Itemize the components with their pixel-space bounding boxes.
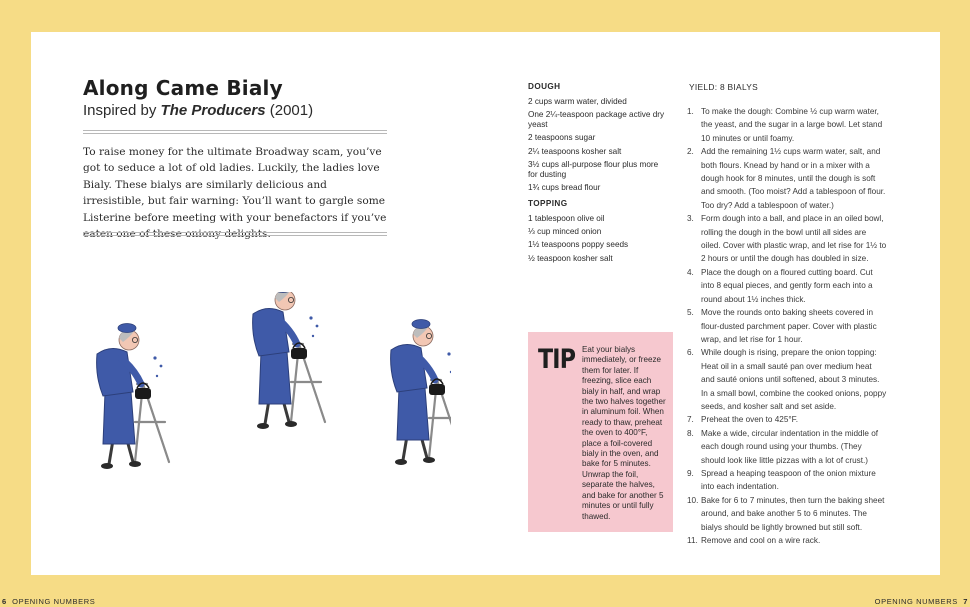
list-item: ½ teaspoon kosher salt xyxy=(528,253,613,263)
list-item: 3. Form dough into a ball, and place in an oiled bowl, rolling the dough in the bowl until all sides are oiled. Cover with plastic wrap, and let rise for 1½ to 2 hours or until the dough has doubled in size. xyxy=(687,214,887,264)
list-item: 6. While dough is rising, prepare the onion topping: Heat oil in a small sauté pan over medium heat and sauté onions until softened, about 3 minutes. In a small bowl, combine the cooked onions, poppy seeds, and kosher salt and set aside. xyxy=(687,348,887,411)
list-item: One 2¼-teaspoon package active dry yeast xyxy=(528,110,665,130)
lady-figure xyxy=(391,320,451,466)
divider-rule xyxy=(83,232,387,236)
divider-rule xyxy=(83,130,387,134)
list-item: 2 cups warm water, divided xyxy=(528,97,627,106)
list-item: 10. Bake for 6 to 7 minutes, then turn the baking sheet around, and bake another 5 to 6 minutes. The bialys should be lightly browned but still soft. xyxy=(687,495,885,532)
list-item: 9. Spread a heaping teaspoon of the onion mixture into each indentation. xyxy=(687,468,876,492)
recipe-subtitle xyxy=(83,102,313,119)
topping-heading: TOPPING xyxy=(528,198,568,208)
subtitle-film: The Producers xyxy=(160,102,266,119)
lady-figure xyxy=(97,324,169,470)
lady-figure xyxy=(253,292,325,429)
list-item: 1¾ cups bread flour xyxy=(528,182,601,192)
yield-label: YIELD: 8 BIALYS xyxy=(689,82,759,92)
list-item: 2 teaspoons sugar xyxy=(528,133,596,143)
footer-right-text: OPENING NUMBERS xyxy=(874,597,958,606)
page-number-right: 7 xyxy=(963,597,968,606)
list-item: 4. Place the dough on a floured cutting board. Cut into 8 equal pieces, and gently form each into a round about 1½ inches thick. xyxy=(687,267,873,304)
list-item: 1 tablespoon olive oil xyxy=(528,213,605,223)
dough-heading: DOUGH xyxy=(528,82,561,91)
dough-list xyxy=(528,97,668,193)
topping-list xyxy=(528,214,668,264)
tip-box xyxy=(528,332,673,532)
footer-left xyxy=(2,597,95,606)
ladies-with-walkers-illustration xyxy=(91,292,451,502)
list-item: 11. Remove and cool on a wire rack. xyxy=(687,536,821,545)
list-item: 7. Preheat the oven to 425°F. xyxy=(687,415,799,425)
list-item: 3½ cups all-purpose flour plus more for dusting xyxy=(528,159,659,179)
footer-left-text: OPENING NUMBERS xyxy=(12,597,96,606)
recipe-intro: To raise money for the ultimate Broadway scam, you’ve got to seduce a lot of old ladies. Luckily, the ladies love Bialy. These bialys are similarly delicious and irresistible, but fair warning: You’ll want to gargle some Listerine before meeting with your benefactors if you’ve eaten one of these oniony delights. xyxy=(83,146,387,241)
subtitle-prefix: Inspired by xyxy=(83,102,161,119)
tip-label: TIP xyxy=(538,344,576,375)
book-page xyxy=(31,32,940,575)
recipe-title: Along Came Bialy xyxy=(83,76,283,100)
page-number-left: 6 xyxy=(2,597,7,606)
ingredients-column xyxy=(528,82,668,270)
subtitle-year: (2001) xyxy=(265,102,314,119)
list-item: 8. Make a wide, circular indentation in the middle of each dough round using your thumbs. (They should look like little pizzas with a lot of crust.) xyxy=(687,428,879,465)
list-item: 5. Move the rounds onto baking sheets covered in flour-dusted parchment paper. Cover with plastic wrap, and let rise for 1 hour. xyxy=(687,308,877,344)
list-item: 1. To make the dough: Combine ½ cup warm water, the yeast, and the sugar in a large bowl. Let stand 10 minutes or until foamy. xyxy=(687,107,883,143)
instructions-list xyxy=(687,105,887,547)
tip-text: Eat your bialys immediately, or freeze them for later. If freezing, slice each bialy in half, and wrap the two halves together in aluminum foil. When ready to thaw, preheat the oven to 400°F, place a foil-covered bialy in the oven, and bake for 5 minutes. Unwrap the foil, separate the halves, and bake for another 5 minutes or until fully thawed. xyxy=(582,345,666,521)
list-item: ⅓ cup minced onion xyxy=(528,227,602,237)
list-item: 2¼ teaspoons kosher salt xyxy=(528,146,622,156)
list-item: 2. Add the remaining 1½ cups warm water, salt, and both flours. Knead by hand or in a mixer with a dough hook for 8 minutes, until the dough is soft and smooth. (Too moist? Add a tablespoon of flour. Too dry? Add a tablespoon of water.) xyxy=(687,147,886,210)
footer-right xyxy=(875,597,968,606)
list-item: 1½ teaspoons poppy seeds xyxy=(528,240,629,250)
